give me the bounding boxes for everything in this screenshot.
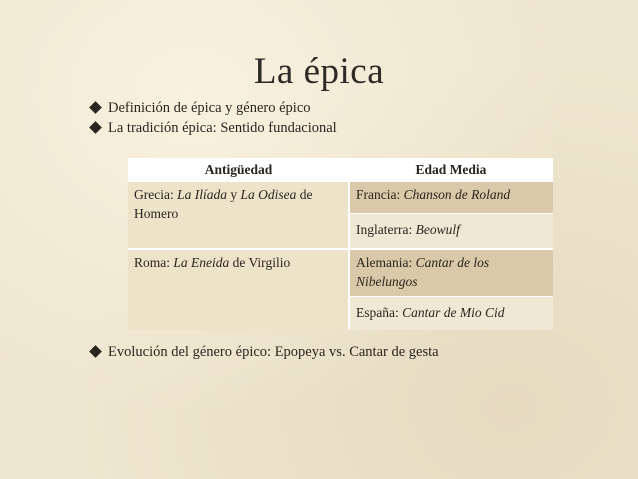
header-antiguedad: Antigüedad — [128, 158, 349, 182]
epics-table — [128, 158, 553, 330]
cell-espana: España: Cantar de Mio Cid — [349, 297, 553, 331]
cell-inglaterra: Inglaterra: Beowulf — [349, 213, 553, 249]
bullet-text: Definición de épica y género épico — [108, 100, 311, 116]
diamond-bullet-icon — [89, 121, 102, 134]
bullet-text: Evolución del género épico: Epopeya vs. Cantar de gesta — [108, 344, 439, 360]
header-edad-media: Edad Media — [349, 158, 553, 182]
cell-francia: Francia: Chanson de Roland — [349, 182, 553, 213]
bullet-list — [90, 98, 337, 138]
bullet-item — [90, 98, 337, 118]
bullet-item-evolucion — [90, 342, 439, 362]
bullet-text: La tradición épica: Sentido fundacional — [108, 120, 337, 136]
bullet-item — [90, 118, 337, 138]
slide-title: La épica — [253, 51, 385, 92]
diamond-bullet-icon — [89, 101, 102, 114]
table-row — [128, 249, 553, 297]
cell-roma: Roma: La Eneida de Virgilio — [128, 249, 349, 330]
table-row — [128, 182, 553, 213]
diamond-bullet-icon — [89, 345, 102, 358]
cell-grecia: Grecia: La Ilíada y La Odisea de Homero — [128, 182, 349, 249]
table-header-row — [128, 158, 553, 182]
cell-alemania: Alemania: Cantar de los Nibelungos — [349, 249, 553, 297]
